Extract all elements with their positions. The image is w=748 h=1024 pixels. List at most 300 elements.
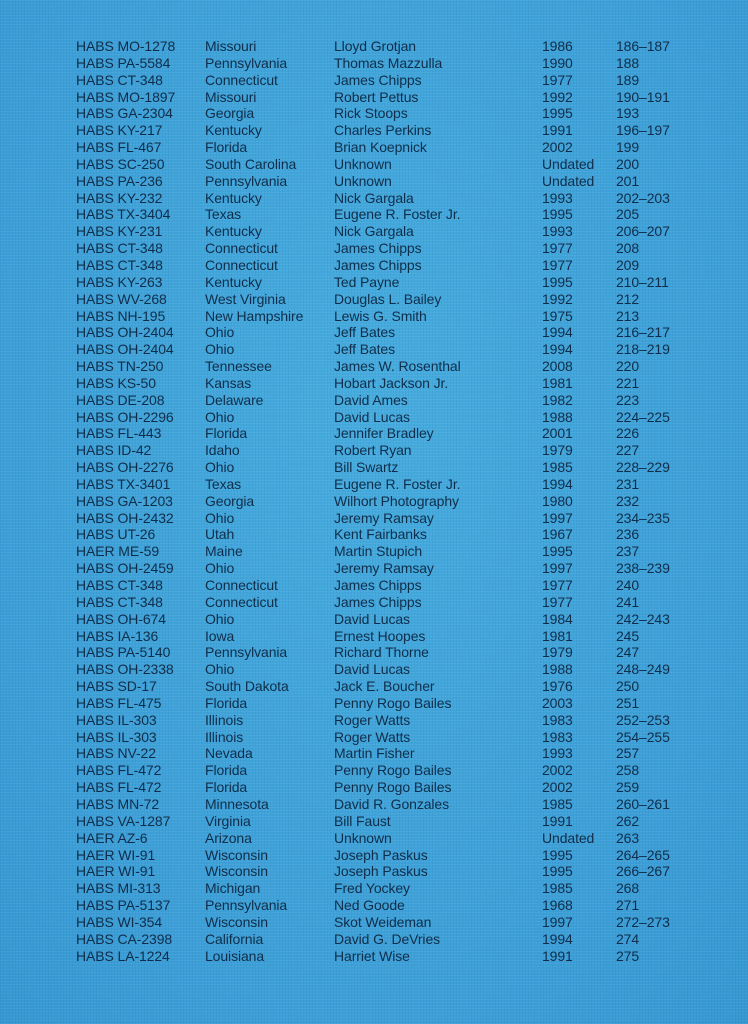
survey-code: HABS NV-22 <box>76 745 156 762</box>
photographer-name: Robert Ryan <box>334 442 412 459</box>
survey-code: HABS ID-42 <box>76 442 152 459</box>
photographer-name: Kent Fairbanks <box>334 526 427 543</box>
survey-code: HABS SC-250 <box>76 155 165 172</box>
photographer-name: Bill Swartz <box>334 459 399 476</box>
page-number: 272–273 <box>616 913 670 930</box>
table-row <box>76 173 696 190</box>
survey-code: HABS OH-2432 <box>76 509 174 526</box>
state-name: Kentucky <box>205 223 262 240</box>
year: 1988 <box>542 661 573 678</box>
table-row <box>76 257 696 274</box>
photographer-name: James Chipps <box>334 240 422 257</box>
year: 1984 <box>542 610 573 627</box>
year: 1985 <box>542 880 573 897</box>
table-row <box>76 89 696 106</box>
page-number: 193 <box>616 105 640 122</box>
state-name: Ohio <box>205 341 235 358</box>
survey-code: HABS FL-467 <box>76 139 162 156</box>
survey-code: HABS KY-263 <box>76 273 163 290</box>
state-name: Minnesota <box>205 795 269 812</box>
state-name: Tennessee <box>205 358 272 375</box>
table-row <box>76 274 696 291</box>
table-row <box>76 560 696 577</box>
table-row <box>76 341 696 358</box>
survey-code: HABS GA-1203 <box>76 492 173 509</box>
page-number: 245 <box>616 627 640 644</box>
table-row <box>76 695 696 712</box>
table-row <box>76 122 696 139</box>
page-number: 189 <box>616 71 640 88</box>
survey-code: HABS OH-2296 <box>76 408 174 425</box>
page-number: 242–243 <box>616 610 670 627</box>
survey-code: HABS TX-3401 <box>76 475 171 492</box>
page-number: 201 <box>616 172 640 189</box>
photographer-name: Douglas L. Bailey <box>334 290 442 307</box>
table-row <box>76 897 696 914</box>
table-row <box>76 105 696 122</box>
photographer-name: Skot Weideman <box>334 913 432 930</box>
state-name: Florida <box>205 139 248 156</box>
table-row <box>76 324 696 341</box>
survey-code: HABS FL-443 <box>76 425 162 442</box>
survey-code: HABS PA-5584 <box>76 54 171 71</box>
table-row <box>76 240 696 257</box>
survey-code: HABS WI-354 <box>76 913 163 930</box>
table-row <box>76 459 696 476</box>
survey-code: HABS OH-2404 <box>76 341 174 358</box>
page-number: 252–253 <box>616 711 670 728</box>
page-number: 240 <box>616 577 640 593</box>
page-number: 199 <box>616 139 640 156</box>
page-number: 237 <box>616 543 640 560</box>
survey-code: HABS KY-217 <box>76 122 163 139</box>
page-number: 224–225 <box>616 408 670 425</box>
photographer-name: James Chipps <box>334 256 422 273</box>
page-number: 234–235 <box>616 509 670 526</box>
page-number: 268 <box>616 880 640 897</box>
state-name: Wisconsin <box>205 863 268 880</box>
survey-code: HABS MO-1278 <box>76 38 176 54</box>
survey-code: HABS CT-348 <box>76 593 163 610</box>
photographer-name: Penny Rogo Bailes <box>334 694 452 711</box>
page-number: 223 <box>616 391 640 408</box>
year: 1983 <box>542 711 573 728</box>
page-number: 250 <box>616 678 640 695</box>
photographer-name: David G. DeVries <box>334 930 441 947</box>
state-name: Idaho <box>205 442 240 459</box>
year: 1997 <box>542 509 573 526</box>
year: 1988 <box>542 408 573 425</box>
table-row <box>76 779 696 796</box>
survey-code: HABS IA-136 <box>76 627 159 644</box>
table-row <box>76 745 696 762</box>
year: 2003 <box>542 694 573 711</box>
year: 1976 <box>542 678 573 695</box>
survey-code: HABS DE-208 <box>76 391 165 408</box>
photographer-name: James Chipps <box>334 593 422 610</box>
state-name: Kentucky <box>205 122 262 139</box>
table-row <box>76 594 696 611</box>
page-number: 221 <box>616 374 640 391</box>
photo-index-table <box>76 38 696 964</box>
table-row <box>76 409 696 426</box>
page-number: 218–219 <box>616 341 670 358</box>
state-name: Virginia <box>205 812 251 829</box>
photographer-name: Bill Faust <box>334 812 391 829</box>
state-name: Ohio <box>205 459 235 476</box>
state-name: Ohio <box>205 661 235 678</box>
page-number: 209 <box>616 256 640 273</box>
page-number: 262 <box>616 812 640 829</box>
table-row <box>76 442 696 459</box>
page-number: 248–249 <box>616 661 670 678</box>
page-number: 231 <box>616 475 640 492</box>
photographer-name: David R. Gonzales <box>334 795 450 812</box>
state-name: Connecticut <box>205 71 278 88</box>
page-number: 266–267 <box>616 863 670 880</box>
table-row <box>76 55 696 72</box>
survey-code: HABS IL-303 <box>76 711 157 728</box>
table-row <box>76 156 696 173</box>
photographer-name: Ted Payne <box>334 273 400 290</box>
page-number: 186–187 <box>616 38 670 54</box>
year: 1983 <box>542 728 573 745</box>
table-row <box>76 611 696 628</box>
year: 1995 <box>542 846 573 863</box>
survey-code: HABS TX-3404 <box>76 206 171 223</box>
state-name: Ohio <box>205 610 235 627</box>
page-number: 200 <box>616 155 640 172</box>
survey-code: HAER ME-59 <box>76 543 160 560</box>
survey-code: HABS CT-348 <box>76 256 163 273</box>
photographer-name: Fred Yockey <box>334 880 410 897</box>
page-number: 238–239 <box>616 560 670 577</box>
survey-code: HABS MO-1897 <box>76 88 176 105</box>
survey-code: HABS KY-231 <box>76 223 163 240</box>
photographer-name: Jeremy Ramsay <box>334 509 434 526</box>
photographer-name: Lloyd Grotjan <box>334 38 416 54</box>
table-row <box>76 375 696 392</box>
state-name: Florida <box>205 779 248 796</box>
state-name: Arizona <box>205 829 252 846</box>
table-row <box>76 863 696 880</box>
survey-code: HABS NH-195 <box>76 307 166 324</box>
page-number: 271 <box>616 897 640 914</box>
survey-code: HABS KS-50 <box>76 374 156 391</box>
page-number: 216–217 <box>616 324 670 341</box>
table-row <box>76 813 696 830</box>
state-name: Georgia <box>205 105 255 122</box>
photographer-name: David Lucas <box>334 408 410 425</box>
year: 1994 <box>542 324 573 341</box>
state-name: Utah <box>205 526 235 543</box>
table-row <box>76 510 696 527</box>
photographer-name: James W. Rosenthal <box>334 358 461 375</box>
photographer-name: Joseph Paskus <box>334 846 428 863</box>
year: Undated <box>542 155 595 172</box>
table-row <box>76 543 696 560</box>
state-name: California <box>205 930 264 947</box>
photographer-name: Richard Thorne <box>334 644 429 661</box>
table-row <box>76 308 696 325</box>
year: 1995 <box>542 105 573 122</box>
photographer-name: Jeremy Ramsay <box>334 560 434 577</box>
year: 1985 <box>542 795 573 812</box>
year: 1995 <box>542 863 573 880</box>
state-name: Connecticut <box>205 593 278 610</box>
survey-code: HABS SD-17 <box>76 678 157 695</box>
table-row <box>76 223 696 240</box>
year: 1979 <box>542 644 573 661</box>
page-number: 259 <box>616 779 640 796</box>
survey-code: HABS MI-313 <box>76 880 161 897</box>
survey-code: HABS CA-2398 <box>76 930 173 947</box>
table-row <box>76 914 696 931</box>
table-row <box>76 628 696 645</box>
photographer-name: Eugene R. Foster Jr. <box>334 206 461 223</box>
state-name: Georgia <box>205 492 255 509</box>
photographer-name: Jennifer Bradley <box>334 425 434 442</box>
photographer-name: Harriet Wise <box>334 947 410 964</box>
page-number: 220 <box>616 358 640 375</box>
table-row <box>76 796 696 813</box>
photographer-name: Wilhort Photography <box>334 492 459 509</box>
page-number: 263 <box>616 829 640 846</box>
year: 1975 <box>542 307 573 324</box>
state-name: Wisconsin <box>205 913 268 930</box>
table-row <box>76 712 696 729</box>
state-name: Ohio <box>205 560 235 577</box>
page-number: 251 <box>616 694 640 711</box>
table-row <box>76 880 696 897</box>
state-name: Iowa <box>205 627 235 644</box>
photographer-name: Roger Watts <box>334 728 411 745</box>
year: 1991 <box>542 812 573 829</box>
table-row <box>76 948 696 965</box>
year: 1994 <box>542 930 573 947</box>
year: 1993 <box>542 223 573 240</box>
state-name: Ohio <box>205 509 235 526</box>
photographer-name: Jeff Bates <box>334 341 396 358</box>
state-name: Kentucky <box>205 273 262 290</box>
survey-code: HABS CT-348 <box>76 71 163 88</box>
state-name: Texas <box>205 206 242 223</box>
year: 1994 <box>542 341 573 358</box>
state-name: Louisiana <box>205 947 265 964</box>
page-number: 188 <box>616 54 640 71</box>
survey-code: HABS KY-232 <box>76 189 163 206</box>
survey-code: HABS FL-472 <box>76 762 162 779</box>
table-row <box>76 476 696 493</box>
photographer-name: Roger Watts <box>334 711 411 728</box>
survey-code: HABS CT-348 <box>76 240 163 257</box>
survey-code: HABS IL-303 <box>76 728 157 745</box>
survey-code: HABS OH-2404 <box>76 324 174 341</box>
year: 1977 <box>542 71 573 88</box>
survey-code: HAER AZ-6 <box>76 829 148 846</box>
page-number: 226 <box>616 425 640 442</box>
state-name: Missouri <box>205 88 257 105</box>
page-number: 196–197 <box>616 122 670 139</box>
state-name: Missouri <box>205 38 257 54</box>
year: 1967 <box>542 526 573 543</box>
photographer-name: Penny Rogo Bailes <box>334 779 452 796</box>
state-name: Wisconsin <box>205 846 268 863</box>
table-row <box>76 425 696 442</box>
survey-code: HABS OH-2338 <box>76 661 174 678</box>
page-number: 260–261 <box>616 795 670 812</box>
survey-code: HABS PA-5140 <box>76 644 171 661</box>
table-row <box>76 931 696 948</box>
year: 1992 <box>542 88 573 105</box>
state-name: Maine <box>205 543 243 560</box>
state-name: Michigan <box>205 880 261 897</box>
survey-code: HABS PA-236 <box>76 172 163 189</box>
survey-code: HABS MN-72 <box>76 795 160 812</box>
year: 1991 <box>542 947 573 964</box>
table-row <box>76 577 696 594</box>
photographer-name: David Lucas <box>334 661 410 678</box>
page-number: 213 <box>616 307 640 324</box>
year: 1991 <box>542 122 573 139</box>
state-name: Delaware <box>205 391 264 408</box>
page-number: 190–191 <box>616 88 670 105</box>
year: 1990 <box>542 54 573 71</box>
photographer-name: Joseph Paskus <box>334 863 428 880</box>
year: 1995 <box>542 543 573 560</box>
photographer-name: Nick Gargala <box>334 223 414 240</box>
state-name: Pennsylvania <box>205 897 288 914</box>
table-row <box>76 644 696 661</box>
table-row <box>76 661 696 678</box>
state-name: Ohio <box>205 408 235 425</box>
year: 1993 <box>542 745 573 762</box>
year: 1977 <box>542 240 573 257</box>
table-row <box>76 830 696 847</box>
year: 1997 <box>542 913 573 930</box>
table-row <box>76 72 696 89</box>
state-name: Illinois <box>205 711 244 728</box>
state-name: Ohio <box>205 324 235 341</box>
page-number: 205 <box>616 206 640 223</box>
survey-code: HABS CT-348 <box>76 577 163 593</box>
photographer-name: Charles Perkins <box>334 122 432 139</box>
table-row <box>76 847 696 864</box>
page-number: 227 <box>616 442 640 459</box>
survey-code: HABS LA-1224 <box>76 947 170 964</box>
state-name: Pennsylvania <box>205 172 288 189</box>
year: Undated <box>542 829 595 846</box>
year: 1994 <box>542 475 573 492</box>
year: 1992 <box>542 290 573 307</box>
page-number: 212 <box>616 290 640 307</box>
photographer-name: James Chipps <box>334 577 422 593</box>
page-number: 241 <box>616 593 640 610</box>
survey-code: HABS OH-674 <box>76 610 166 627</box>
photographer-name: Lewis G. Smith <box>334 307 427 324</box>
state-name: New Hampshire <box>205 307 304 324</box>
table-row <box>76 291 696 308</box>
table-row <box>76 762 696 779</box>
year: 1995 <box>542 206 573 223</box>
survey-code: HABS UT-26 <box>76 526 156 543</box>
photographer-name: Unknown <box>334 155 392 172</box>
photographer-name: David Lucas <box>334 610 410 627</box>
table-row <box>76 678 696 695</box>
photographer-name: Martin Fisher <box>334 745 415 762</box>
photographer-name: Robert Pettus <box>334 88 419 105</box>
state-name: Pennsylvania <box>205 54 288 71</box>
year: 1985 <box>542 459 573 476</box>
survey-code: HABS GA-2304 <box>76 105 173 122</box>
year: 2001 <box>542 425 573 442</box>
state-name: Florida <box>205 425 248 442</box>
photographer-name: Ernest Hoopes <box>334 627 426 644</box>
page-number: 257 <box>616 745 640 762</box>
year: 1986 <box>542 38 573 54</box>
year: 2002 <box>542 779 573 796</box>
state-name: Florida <box>205 694 248 711</box>
survey-code: HABS PA-5137 <box>76 897 171 914</box>
survey-code: HABS VA-1287 <box>76 812 171 829</box>
photographer-name: Hobart Jackson Jr. <box>334 374 449 391</box>
page-number: 232 <box>616 492 640 509</box>
year: 2002 <box>542 139 573 156</box>
page-number: 274 <box>616 930 640 947</box>
state-name: South Carolina <box>205 155 297 172</box>
year: 2008 <box>542 358 573 375</box>
page-number: 264–265 <box>616 846 670 863</box>
page-number: 206–207 <box>616 223 670 240</box>
state-name: Connecticut <box>205 577 278 593</box>
state-name: Kansas <box>205 374 252 391</box>
survey-code: HABS WV-268 <box>76 290 167 307</box>
survey-code: HABS OH-2276 <box>76 459 174 476</box>
photographer-name: James Chipps <box>334 71 422 88</box>
photographer-name: Jeff Bates <box>334 324 396 341</box>
table-row <box>76 206 696 223</box>
page-number: 258 <box>616 762 640 779</box>
state-name: Texas <box>205 475 242 492</box>
table-row <box>76 38 696 55</box>
survey-code: HAER WI-91 <box>76 846 156 863</box>
state-name: South Dakota <box>205 678 289 695</box>
year: 1977 <box>542 256 573 273</box>
year: 1995 <box>542 273 573 290</box>
year: 1980 <box>542 492 573 509</box>
page-number: 210–211 <box>616 273 669 290</box>
state-name: Nevada <box>205 745 253 762</box>
table-row <box>76 139 696 156</box>
page-number: 275 <box>616 947 640 964</box>
survey-code: HABS FL-475 <box>76 694 162 711</box>
year: 1979 <box>542 442 573 459</box>
photographer-name: Thomas Mazzulla <box>334 54 443 71</box>
year: 1982 <box>542 391 573 408</box>
photographer-name: Rick Stoops <box>334 105 408 122</box>
year: 1993 <box>542 189 573 206</box>
year: 1977 <box>542 577 573 593</box>
page-number: 208 <box>616 240 640 257</box>
photographer-name: Brian Koepnick <box>334 139 427 156</box>
table-row <box>76 358 696 375</box>
photographer-name: Eugene R. Foster Jr. <box>334 475 461 492</box>
page-number: 228–229 <box>616 459 670 476</box>
photographer-name: Martin Stupich <box>334 543 423 560</box>
photographer-name: Jack E. Boucher <box>334 678 435 695</box>
year: 1968 <box>542 897 573 914</box>
state-name: Connecticut <box>205 256 278 273</box>
